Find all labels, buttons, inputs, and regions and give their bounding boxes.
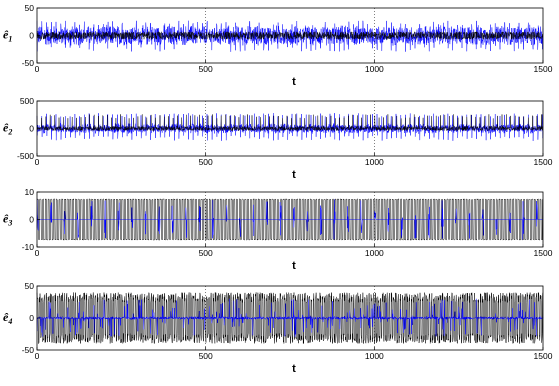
x-axis-label: t [292, 363, 296, 375]
y-tick-label: -50 [21, 58, 34, 68]
y-axis-label: $ê_2$ [3, 120, 13, 137]
y-tick-label: 0 [29, 214, 34, 225]
x-tick-label: 0 [34, 248, 40, 258]
subplot-1 [3, 3, 553, 88]
y-tick-label: 0 [29, 30, 34, 41]
subplot-3 [3, 187, 553, 272]
x-tick-label: 0 [34, 351, 40, 361]
y-axis-label-subscript: 3 [8, 218, 13, 228]
y-tick-label: 500 [19, 96, 34, 106]
x-tick-label: 1500 [533, 248, 553, 258]
x-tick-label: 1500 [533, 157, 553, 167]
x-tick-label: 1000 [364, 64, 384, 74]
x-tick-label: 500 [198, 248, 213, 258]
x-tick-label: 1500 [533, 351, 553, 361]
y-axis-label: $ê_3$ [3, 211, 13, 228]
x-tick-label: 0 [34, 157, 40, 167]
y-tick-label: 0 [29, 313, 34, 323]
x-tick-label: 500 [198, 157, 213, 167]
x-tick-label: 1000 [364, 157, 384, 167]
x-axis-label: t [292, 76, 296, 88]
y-axis-label: $ê_1$ [3, 27, 13, 44]
x-tick-label: 1500 [533, 64, 553, 74]
y-tick-label: -50 [21, 345, 34, 355]
y-tick-label: -10 [21, 242, 34, 252]
y-axis-label-subscript: 2 [8, 127, 13, 137]
y-tick-label: 0 [29, 123, 34, 134]
x-tick-label: 1000 [364, 248, 384, 258]
subplot-2 [3, 96, 553, 181]
y-tick-label: -500 [16, 151, 34, 161]
x-axis-label: t [292, 169, 296, 181]
x-tick-label: 0 [34, 64, 40, 74]
y-axis-label-subscript: 4 [8, 317, 13, 326]
x-tick-label: 1000 [364, 351, 384, 361]
x-axis-label: t [292, 260, 296, 272]
x-tick-label: 500 [198, 351, 213, 361]
y-tick-label: 50 [24, 281, 34, 291]
subplot-4 [3, 281, 553, 375]
y-tick-label: 10 [24, 187, 34, 197]
y-axis-label-subscript: 1 [8, 34, 13, 44]
y-axis-label: $ê_4$ [3, 310, 13, 326]
y-tick-label: 50 [24, 3, 34, 13]
x-tick-label: 500 [198, 64, 213, 74]
